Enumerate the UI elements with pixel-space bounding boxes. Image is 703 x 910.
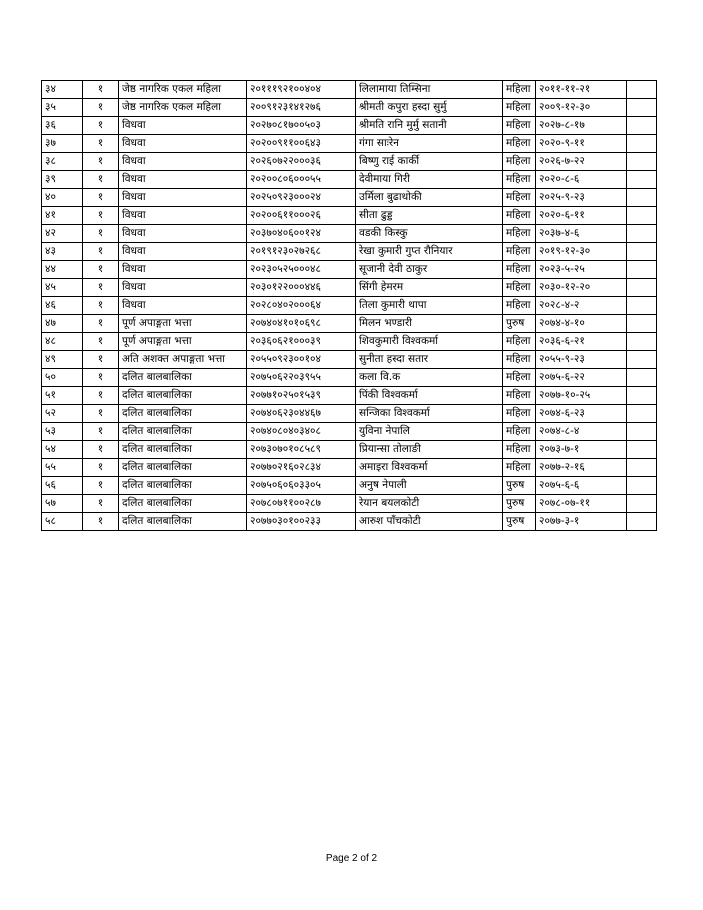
name-cell: युविना नेपालि	[356, 423, 503, 441]
remarks-cell	[627, 243, 657, 261]
ward-no-cell: १	[83, 171, 119, 189]
name-cell: प्रियान्सा तोलाङी	[356, 441, 503, 459]
gender-cell: पुरुष	[503, 495, 536, 513]
name-cell: अमाइरा विश्वकर्मा	[356, 459, 503, 477]
serial-no-cell: ५४	[42, 441, 83, 459]
gender-cell: महिला	[503, 441, 536, 459]
remarks-cell	[627, 477, 657, 495]
allowance-type-cell: विधवा	[119, 135, 247, 153]
ward-no-cell: १	[83, 441, 119, 459]
id-number-cell: २०२००९११००६४३	[247, 135, 356, 153]
remarks-cell	[627, 441, 657, 459]
serial-no-cell: ४२	[42, 225, 83, 243]
id-number-cell: २०३६०६२१०००३९	[247, 333, 356, 351]
id-number-cell: २०७५०६२२०३९५५	[247, 369, 356, 387]
serial-no-cell: ४८	[42, 333, 83, 351]
table-row	[42, 243, 657, 261]
ward-no-cell: १	[83, 513, 119, 531]
date-cell: २०२३-५-२५	[536, 261, 627, 279]
remarks-cell	[627, 171, 657, 189]
id-number-cell: २०२५०९२३०००२४	[247, 189, 356, 207]
gender-cell: महिला	[503, 333, 536, 351]
remarks-cell	[627, 513, 657, 531]
table-row	[42, 297, 657, 315]
gender-cell: पुरुष	[503, 477, 536, 495]
table-row	[42, 135, 657, 153]
id-number-cell: २०७४०४१०१०६९८	[247, 315, 356, 333]
name-cell: गंगा साःरेन	[356, 135, 503, 153]
gender-cell: महिला	[503, 153, 536, 171]
table-row	[42, 207, 657, 225]
allowance-type-cell: विधवा	[119, 243, 247, 261]
date-cell: २०२०-६-११	[536, 207, 627, 225]
ward-no-cell: १	[83, 261, 119, 279]
serial-no-cell: ५०	[42, 369, 83, 387]
gender-cell: महिला	[503, 459, 536, 477]
table-row	[42, 261, 657, 279]
table-row	[42, 171, 657, 189]
name-cell: लिलामाया तिम्सिना	[356, 81, 503, 99]
allowance-type-cell: दलित बालबालिका	[119, 423, 247, 441]
name-cell: रेयान बयलकोटी	[356, 495, 503, 513]
date-cell: २०७५-६-६	[536, 477, 627, 495]
name-cell: देवीमाया गिरी	[356, 171, 503, 189]
ward-no-cell: १	[83, 405, 119, 423]
serial-no-cell: ४४	[42, 261, 83, 279]
id-number-cell: २०३०१२२०००४४६	[247, 279, 356, 297]
table-row	[42, 279, 657, 297]
name-cell: सन्जिका विश्वकर्मा	[356, 405, 503, 423]
remarks-cell	[627, 297, 657, 315]
allowance-type-cell: अति अशक्त अपाङ्गता भत्ता	[119, 351, 247, 369]
table-row	[42, 99, 657, 117]
name-cell: अनुष नेपाली	[356, 477, 503, 495]
id-number-cell: २०२००८०६०००५५	[247, 171, 356, 189]
table-row	[42, 333, 657, 351]
ward-no-cell: १	[83, 135, 119, 153]
table-row	[42, 495, 657, 513]
id-number-cell: २०२३०५२५०००४८	[247, 261, 356, 279]
id-number-cell: २०७३०७०१०८५८९	[247, 441, 356, 459]
table-row	[42, 117, 657, 135]
allowance-type-cell: विधवा	[119, 117, 247, 135]
allowance-type-cell: विधवा	[119, 297, 247, 315]
ward-no-cell: १	[83, 279, 119, 297]
table-row	[42, 369, 657, 387]
allowance-type-cell: दलित बालबालिका	[119, 387, 247, 405]
beneficiary-table	[41, 80, 657, 531]
ward-no-cell: १	[83, 243, 119, 261]
date-cell: २०७७-३-१	[536, 513, 627, 531]
ward-no-cell: १	[83, 153, 119, 171]
id-number-cell: २०३७०४०६००१२४	[247, 225, 356, 243]
table-row	[42, 423, 657, 441]
id-number-cell: २००९१२३१४१२७६	[247, 99, 356, 117]
gender-cell: महिला	[503, 297, 536, 315]
gender-cell: महिला	[503, 135, 536, 153]
name-cell: आरुश पाँचकोटी	[356, 513, 503, 531]
gender-cell: महिला	[503, 387, 536, 405]
ward-no-cell: १	[83, 459, 119, 477]
date-cell: २०७५-६-२२	[536, 369, 627, 387]
gender-cell: महिला	[503, 369, 536, 387]
date-cell: २०७७-१०-२५	[536, 387, 627, 405]
ward-no-cell: १	[83, 333, 119, 351]
date-cell: २०२७-८-१७	[536, 117, 627, 135]
serial-no-cell: ३७	[42, 135, 83, 153]
table-row	[42, 405, 657, 423]
id-number-cell: २०१९१२३०२७२६८	[247, 243, 356, 261]
date-cell: २०१९-१२-३०	[536, 243, 627, 261]
serial-no-cell: ४१	[42, 207, 83, 225]
ward-no-cell: १	[83, 369, 119, 387]
table-row	[42, 351, 657, 369]
name-cell: पिंकी विश्वकर्मा	[356, 387, 503, 405]
allowance-type-cell: पूर्ण अपाङ्गता भत्ता	[119, 315, 247, 333]
table-row	[42, 189, 657, 207]
serial-no-cell: ४५	[42, 279, 83, 297]
remarks-cell	[627, 81, 657, 99]
gender-cell: पुरुष	[503, 513, 536, 531]
id-number-cell: २०२००६११०००२६	[247, 207, 356, 225]
ward-no-cell: १	[83, 315, 119, 333]
name-cell: सूजानी देवी ठाकुर	[356, 261, 503, 279]
allowance-type-cell: विधवा	[119, 171, 247, 189]
date-cell: २०३६-६-२१	[536, 333, 627, 351]
table-row	[42, 225, 657, 243]
table-row	[42, 477, 657, 495]
name-cell: सीता ढुड्ड	[356, 207, 503, 225]
gender-cell: महिला	[503, 189, 536, 207]
remarks-cell	[627, 315, 657, 333]
gender-cell: महिला	[503, 261, 536, 279]
allowance-type-cell: विधवा	[119, 153, 247, 171]
ward-no-cell: १	[83, 297, 119, 315]
table-row	[42, 387, 657, 405]
ward-no-cell: १	[83, 117, 119, 135]
remarks-cell	[627, 351, 657, 369]
gender-cell: महिला	[503, 225, 536, 243]
serial-no-cell: ५१	[42, 387, 83, 405]
allowance-type-cell: जेष्ठ नागरिक एकल महिला	[119, 81, 247, 99]
remarks-cell	[627, 135, 657, 153]
allowance-type-cell: दलित बालबालिका	[119, 369, 247, 387]
page-number: Page 2 of 2	[325, 853, 378, 864]
table-body	[42, 81, 657, 531]
ward-no-cell: १	[83, 495, 119, 513]
remarks-cell	[627, 495, 657, 513]
allowance-type-cell: दलित बालबालिका	[119, 405, 247, 423]
name-cell: कला वि.क	[356, 369, 503, 387]
id-number-cell: २०५५०९२३००१०४	[247, 351, 356, 369]
serial-no-cell: ३६	[42, 117, 83, 135]
ward-no-cell: १	[83, 225, 119, 243]
gender-cell: महिला	[503, 207, 536, 225]
serial-no-cell: ३९	[42, 171, 83, 189]
id-number-cell: २०७७०३०१००२३३	[247, 513, 356, 531]
id-number-cell: २०७४०६२३०४४६७	[247, 405, 356, 423]
serial-no-cell: ५२	[42, 405, 83, 423]
remarks-cell	[627, 261, 657, 279]
name-cell: उर्मिला बुढाथोकी	[356, 189, 503, 207]
serial-no-cell: ५६	[42, 477, 83, 495]
date-cell: २००९-१२-३०	[536, 99, 627, 117]
name-cell: सुनीता हस्दा सतार	[356, 351, 503, 369]
date-cell: २०२०-८-६	[536, 171, 627, 189]
date-cell: २०२५-९-२३	[536, 189, 627, 207]
allowance-type-cell: विधवा	[119, 261, 247, 279]
serial-no-cell: ५७	[42, 495, 83, 513]
name-cell: श्रीमती कपुरा हस्दा सुर्मु	[356, 99, 503, 117]
name-cell: रेखा कुमारी गुप्त रौनियार	[356, 243, 503, 261]
table-row	[42, 459, 657, 477]
table-row	[42, 81, 657, 99]
ward-no-cell: १	[83, 99, 119, 117]
name-cell: वडकी किस्कु	[356, 225, 503, 243]
serial-no-cell: ५५	[42, 459, 83, 477]
gender-cell: महिला	[503, 351, 536, 369]
allowance-type-cell: पूर्ण अपाङ्गता भत्ता	[119, 333, 247, 351]
date-cell: २०३७-४-६	[536, 225, 627, 243]
remarks-cell	[627, 423, 657, 441]
gender-cell: महिला	[503, 117, 536, 135]
serial-no-cell: ५३	[42, 423, 83, 441]
serial-no-cell: ३४	[42, 81, 83, 99]
allowance-type-cell: विधवा	[119, 189, 247, 207]
date-cell: २०७४-८-४	[536, 423, 627, 441]
serial-no-cell: ३८	[42, 153, 83, 171]
id-number-cell: २०२८०४०२०००६४	[247, 297, 356, 315]
name-cell: मिलन भण्डारी	[356, 315, 503, 333]
ward-no-cell: १	[83, 387, 119, 405]
allowance-type-cell: विधवा	[119, 207, 247, 225]
table-row	[42, 153, 657, 171]
allowance-type-cell: दलित बालबालिका	[119, 459, 247, 477]
date-cell: २०५५-९-२३	[536, 351, 627, 369]
ward-no-cell: १	[83, 423, 119, 441]
id-number-cell: २०२७०८१७००५०३	[247, 117, 356, 135]
ward-no-cell: १	[83, 351, 119, 369]
table-row	[42, 513, 657, 531]
ward-no-cell: १	[83, 477, 119, 495]
serial-no-cell: ४६	[42, 297, 83, 315]
name-cell: सिंगी हेमरम	[356, 279, 503, 297]
id-number-cell: २०७७०२१६०२८३४	[247, 459, 356, 477]
remarks-cell	[627, 117, 657, 135]
serial-no-cell: ५८	[42, 513, 83, 531]
serial-no-cell: ४९	[42, 351, 83, 369]
date-cell: २०७३-७-१	[536, 441, 627, 459]
name-cell: शिवकुमारी विश्वकर्मा	[356, 333, 503, 351]
id-number-cell: २०७५०६०६०३३०५	[247, 477, 356, 495]
serial-no-cell: ३५	[42, 99, 83, 117]
date-cell: २०३०-१२-२०	[536, 279, 627, 297]
remarks-cell	[627, 153, 657, 171]
table-row	[42, 441, 657, 459]
id-number-cell: २०२६०७२२०००३६	[247, 153, 356, 171]
gender-cell: महिला	[503, 243, 536, 261]
gender-cell: महिला	[503, 81, 536, 99]
date-cell: २०२८-४-२	[536, 297, 627, 315]
allowance-type-cell: जेष्ठ नागरिक एकल महिला	[119, 99, 247, 117]
name-cell: तिला कुमारी थापा	[356, 297, 503, 315]
remarks-cell	[627, 225, 657, 243]
date-cell: २०११-११-२१	[536, 81, 627, 99]
date-cell: २०७४-६-२३	[536, 405, 627, 423]
allowance-type-cell: दलित बालबालिका	[119, 441, 247, 459]
allowance-type-cell: दलित बालबालिका	[119, 495, 247, 513]
allowance-type-cell: विधवा	[119, 279, 247, 297]
remarks-cell	[627, 279, 657, 297]
table-row	[42, 315, 657, 333]
id-number-cell: २०७७१०२५०१५३९	[247, 387, 356, 405]
id-number-cell: २०७४०८०४०३४०८	[247, 423, 356, 441]
remarks-cell	[627, 333, 657, 351]
allowance-type-cell: विधवा	[119, 225, 247, 243]
date-cell: २०२६-७-२२	[536, 153, 627, 171]
date-cell: २०२०-९-११	[536, 135, 627, 153]
gender-cell: महिला	[503, 405, 536, 423]
remarks-cell	[627, 189, 657, 207]
remarks-cell	[627, 99, 657, 117]
remarks-cell	[627, 207, 657, 225]
gender-cell: पुरुष	[503, 315, 536, 333]
date-cell: २०७४-४-१०	[536, 315, 627, 333]
gender-cell: महिला	[503, 99, 536, 117]
name-cell: बिष्णु राई कार्की	[356, 153, 503, 171]
remarks-cell	[627, 459, 657, 477]
date-cell: २०७७-२-१६	[536, 459, 627, 477]
gender-cell: महिला	[503, 171, 536, 189]
ward-no-cell: १	[83, 81, 119, 99]
gender-cell: महिला	[503, 423, 536, 441]
gender-cell: महिला	[503, 279, 536, 297]
remarks-cell	[627, 387, 657, 405]
allowance-type-cell: दलित बालबालिका	[119, 477, 247, 495]
id-number-cell: २०१११९२१००४०४	[247, 81, 356, 99]
serial-no-cell: ४०	[42, 189, 83, 207]
remarks-cell	[627, 405, 657, 423]
serial-no-cell: ४७	[42, 315, 83, 333]
ward-no-cell: १	[83, 189, 119, 207]
name-cell: श्रीमति रानि मुर्मु सतानी	[356, 117, 503, 135]
id-number-cell: २०७८०७११००२८७	[247, 495, 356, 513]
serial-no-cell: ४३	[42, 243, 83, 261]
ward-no-cell: १	[83, 207, 119, 225]
allowance-type-cell: दलित बालबालिका	[119, 513, 247, 531]
date-cell: २०७८-०७-११	[536, 495, 627, 513]
remarks-cell	[627, 369, 657, 387]
